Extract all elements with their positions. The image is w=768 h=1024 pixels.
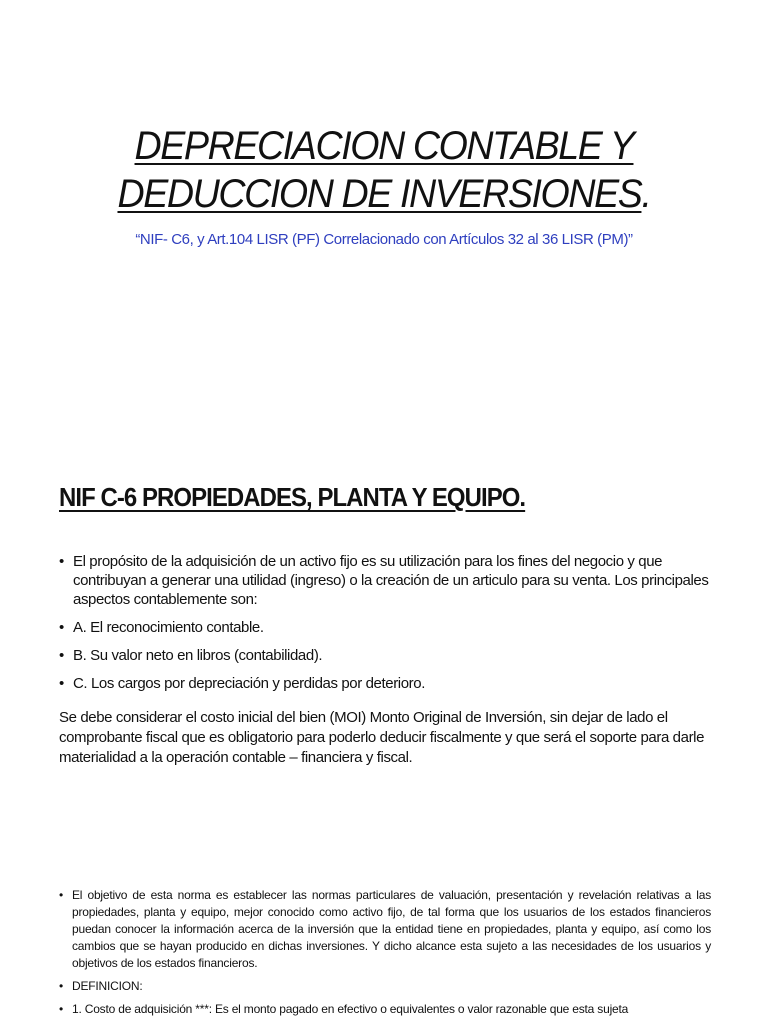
title-period: . [641,172,651,216]
list-item: • El propósito de la adquisición de un activo fijo es su utilización para los fines del negocio y que contribuyan a generar una utilidad (ingreso) o la creación de un articulo para su venta. Los principales aspectos contablemente son: [59,552,711,609]
title-slide [0,0,768,440]
bullet-list [59,887,711,1024]
list-item: • A. El reconocimiento contable. [59,618,711,637]
list-item: • C. Los cargos por depreciación y perdidas por deterioro. [59,674,711,693]
bullet-list [59,552,711,702]
list-item: • 1. Costo de adquisición ***: Es el monto pagado en efectivo o equivalentes o valor razonable que esta sujeta [59,1001,711,1018]
list-item: • B. Su valor neto en libros (contabilidad). [59,646,711,665]
slide-subtitle: “NIF- C6, y Art.104 LISR (PF) Correlacionado con Artículos 32 al 36 LISR (PM)” [135,231,633,248]
objetivo-slide [0,860,768,1024]
section-heading: NIF C-6 PROPIEDADES, PLANTA Y EQUIPO. [59,482,526,512]
title-line-1: DEPRECIACION CONTABLE Y [134,124,634,168]
list-item: • El objetivo de esta norma es establecer las normas particulares de valuación, presentación y revelación relativas a las propiedades, planta y equipo, mejor conocido como activo fijo, de tal forma que los usuarios de los estados financieros puedan conocer la información acerca de la inversión que la entidad tiene en propiedades, planta y equipo, así como los cambios que se hayan producido en dichas inversiones. Y dicho alcance esta sujeto a las necesidades de los usuarios y objetivos de los estados financieros. [59,887,711,972]
title-line-2: DEDUCCION DE INVERSIONES [117,172,642,216]
nif-c6-slide [0,440,768,860]
body-paragraph: Se debe considerar el costo inicial del bien (MOI) Monto Original de Inversión, sin dejar de lado el comprobante fiscal que es obligatorio para poderlo deducir fiscalmente y que será el soporte para darle materialidad a la operación contable – financiera y fiscal. [59,709,705,766]
slide-title [61,122,708,218]
list-item: • DEFINICION: [59,978,711,995]
